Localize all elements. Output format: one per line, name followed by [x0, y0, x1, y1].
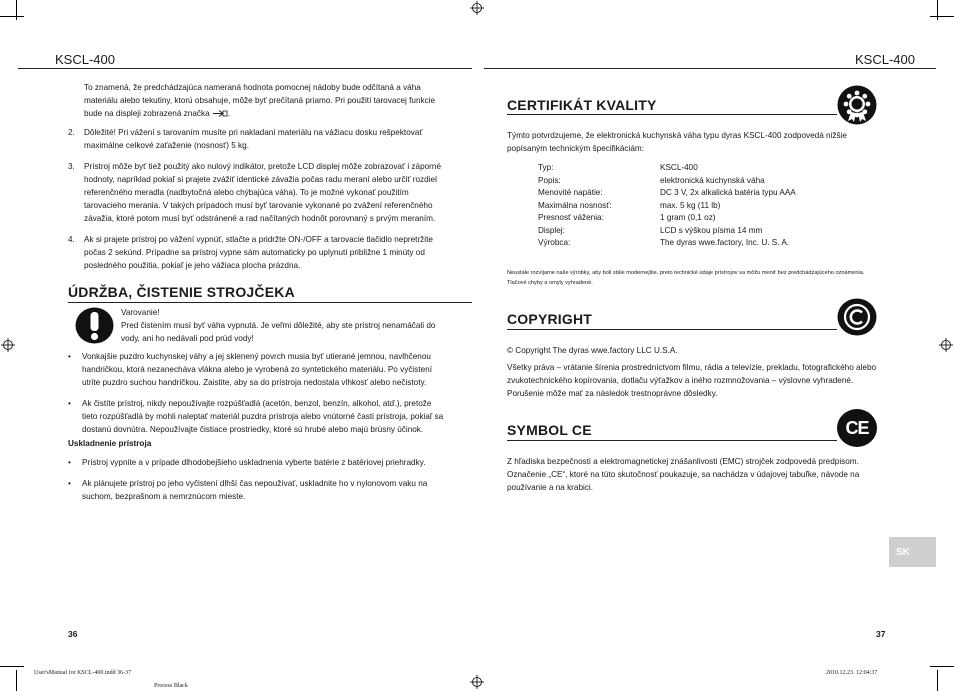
- table-row: Menovité napätie: DC 3 V, 2x alkalická batéria typu AAA: [538, 188, 796, 197]
- table-row: Displej: LCD s výškou písma 14 mm: [538, 225, 763, 235]
- ce-text: Z hľadiska bezpečnosti a elektromagnetickej znášanlivosti (EMC) strojček zodpovedá predpisom. Označenie „CE“, ktoré na túto skutočnosť poukazuje, sa nachádza v údajovej tabuľke, návode na používanie a na krabici.: [507, 457, 860, 492]
- warning-title: Varovanie!: [121, 308, 160, 317]
- table-row: Typ: KSCL-400: [538, 163, 698, 172]
- crop-mark: [937, 0, 938, 20]
- crop-mark: [16, 670, 17, 691]
- certificate-heading: CERTIFIKÁT KVALITY: [507, 97, 657, 113]
- warning-text: Pred čistením musí byť váha vypnutá. Je veľmi dôležité, aby ste prístroj nenamáčali do vody, ani ho nedávali pod prúd vody!: [121, 321, 436, 343]
- registration-mark-icon: [470, 1, 484, 15]
- ce-mark-icon: CE: [837, 409, 877, 447]
- cleaning-bullet-list: [68, 350, 446, 444]
- numbered-list: [68, 126, 446, 272]
- warning-exclamation-icon: [75, 307, 114, 344]
- left-header-rule: [18, 68, 472, 69]
- table-row: Presnosť váženia: 1 gram (0,1 oz): [538, 213, 716, 222]
- numbered-item: 3. Prístroj môže byť tiež použitý ako nulový indikátor, pretože LCD displej môže zobrazovať i záporné hodnoty, napríklad pokiaľ si prajete zvážiť identické závažia počas radu meraní alebo určiť rozdiel referenčného meradla (nadbytočná alebo chýbajúca váha). To je možné vykonať použitím tarovacieho merania. V takých prípadoch musí byť tarovanie vykonané po zvážení referenčného závažia, ktoré potom musí byť odstránené a rad načítaných hodnôt porovnaný s prvým meraním.: [68, 162, 442, 223]
- copyright-text: Všetky práva – vrátanie šírenia prostredníctvom filmu, rádia a televízie, prekladu, fotografického alebo zvukotechnického kopírovania, dotlaču výťažkov a iného rozmnožovania – výslovne vyhradené. Porušenie môže mať za následok trestnoprávne dôsledky.: [507, 363, 877, 398]
- registration-mark-icon: [1, 338, 15, 352]
- crop-mark: [0, 666, 24, 667]
- copyright-heading-rule: [507, 329, 837, 330]
- storage-heading: Uskladnenie prístroja: [68, 439, 152, 448]
- crop-mark: [0, 16, 24, 17]
- crop-mark: [16, 0, 17, 20]
- list-item: • Prístroj vypnite a v prípade dlhodobejšieho uskladnenia vyberte batérie z batériovej priehradky.: [68, 458, 426, 467]
- registration-mark-icon: [939, 338, 953, 352]
- crop-mark: [930, 666, 954, 667]
- registration-mark-icon: [470, 675, 484, 689]
- left-page-number: 36: [68, 629, 78, 639]
- maintenance-heading-rule: [68, 302, 472, 303]
- maintenance-heading: ÚDRŽBA, ČISTENIE STROJČEKA: [68, 284, 295, 300]
- list-item: • Ak plánujete prístroj po jeho vyčistení dlhší čas nepoužívať, uskladnite ho v nylonovom vaku na suchom, bezprašnom a nemrznúcom mieste.: [68, 479, 428, 501]
- storage-bullet-list: [68, 456, 446, 511]
- warning-block: [121, 306, 446, 345]
- footer-file-info: User'sManual for KSCL-400.indd 36-37: [34, 670, 132, 676]
- copyright-symbol-icon: [837, 298, 877, 336]
- list-item: • Vonkajšie puzdro kuchynskej váhy a jej sklenený povrch musia byť utierané jemnou, navlhčenou handričkou, ktorá nezanecháva vlákna alebo je vyrobená zo syntetického materiálu. Po vyčistení utrite puzdro suchou handričkou. Zaistite, aby sa do prístroja nedostala vlhkosť alebo nečistoty.: [68, 352, 432, 387]
- crop-mark: [930, 16, 954, 17]
- numbered-item: 2. Dôležité! Pri vážení s tarovaním musíte pri nakladaní materiálu na vážiacu dosku rešpektovať maximálne celkové zaťaženie (nosnosť) 5 kg.: [68, 128, 423, 150]
- right-page-number: 37: [876, 629, 886, 639]
- certificate-intro: Týmto potvrdzujeme, že elektronická kuchynská váha typu dyras KSCL-400 zodpovedá nižšie popísaným technickým špecifikáciám:: [507, 131, 847, 153]
- table-row: Výrobca: The dyras wwe.factory, Inc. U. S. A.: [538, 238, 790, 247]
- certificate-heading-rule: [507, 114, 837, 115]
- table-row: Maximálna nosnosť: max. 5 kg (11 lb): [538, 200, 721, 210]
- intro-text: To znamená, že predchádzajúca nameraná hodnota pomocnej nádoby bude odčítaná a váha materiálu alebo tekutiny, ktorú obsahuje, môže byť prečítaná priamo. Pri použití tarovacej funkcie bude na displeji zobrazená značka: [84, 83, 436, 118]
- tare-arrow-icon: [212, 109, 228, 118]
- numbered-item: 4. Ak si prajete prístroj po vážení vypnúť, stlačte a pridržte ON-/OFF a tarovacie tlačidlo nepretržite počas 2 sekúnd. Prípadne sa prístroj vypne sám automaticky po uplynutí približne 1 minúty od posledného použitia, pokiaľ je jeho vážiaca plocha prázdna.: [68, 235, 433, 270]
- spec-table: [538, 161, 868, 249]
- right-model-header: KSCL-400: [855, 52, 915, 67]
- ce-heading-rule: [507, 440, 837, 441]
- right-header-rule: [484, 68, 936, 69]
- quality-seal-icon: [837, 85, 877, 125]
- left-model-header: KSCL-400: [55, 52, 115, 67]
- table-row: Popis: elektronická kuchynská váha: [538, 175, 765, 185]
- copyright-heading: COPYRIGHT: [507, 311, 593, 327]
- ce-heading: SYMBOL CE: [507, 422, 592, 438]
- footer-timestamp: 2010.12.23. 12:04:37: [826, 670, 878, 676]
- list-item: • Ak čistíte prístroj, nikdy nepoužívajte rozpúšťadlá (acetón, benzol, benzín, alkohol, atď.), pretože tieto rozpúšťadlá by mohli naleptať materiál puzdra prístroja alebo vnútorné časti prístroja, pokiaľ sa dostanú dovnútra. Nepoužívajte čistiace prostriedky, ktoré sú hrubé alebo majú brúsny účinok.: [68, 399, 444, 434]
- copyright-line: © Copyright The dyras wwe.factory LLC U.S.A.: [507, 346, 678, 355]
- intro-paragraph: To znamená, že predchádzajúca nameraná hodnota pomocnej nádoby bude odčítaná a váha materiálu alebo tekutiny, ktorú obsahuje, môže byť prečítaná priamo. Pri použití tarovacej funkcie bude na displeji zobrazená značka .: [84, 83, 436, 118]
- crop-mark: [937, 670, 938, 691]
- footer-process: Process Black: [154, 683, 188, 689]
- language-tab: SK: [889, 537, 936, 567]
- certificate-note: Neustále rozvíjame naše výrobky, aby boli stále modernejšie, preto technické údaje prístrojov sa môžu meniť bez predchádzajúceho oznámenia. Tlačové chyby a omyly vyhradené.: [507, 270, 865, 286]
